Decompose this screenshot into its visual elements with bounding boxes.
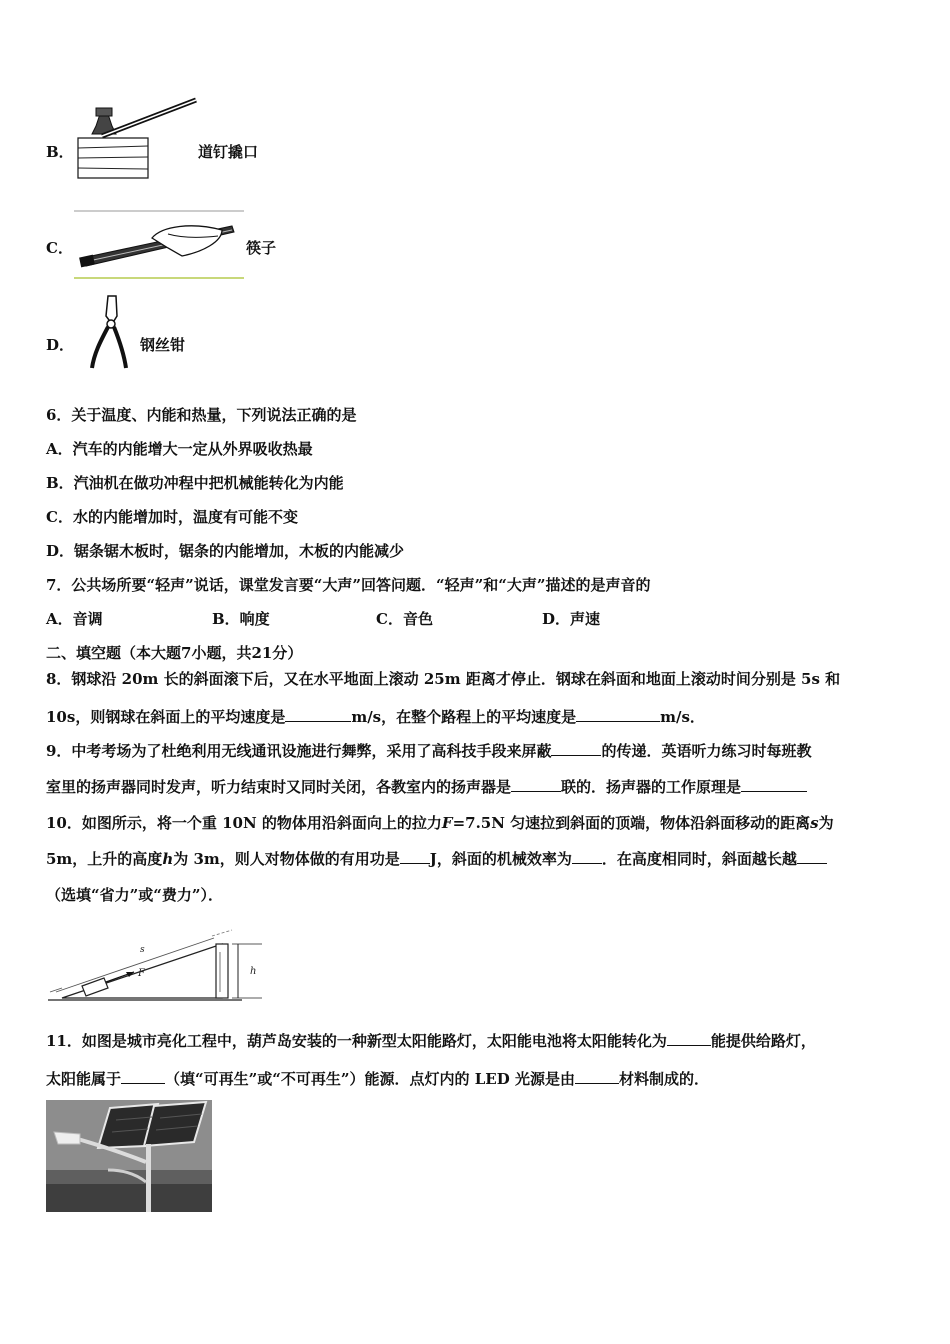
- q10-text-c: 为: [818, 814, 834, 832]
- q10-symbol-h: h: [162, 850, 174, 868]
- q10-blank-2[interactable]: [572, 849, 602, 864]
- option-b-letter: B．: [46, 143, 74, 161]
- q10-line-3: （选填“省力”或“费力”）．: [46, 886, 224, 904]
- q7-option-a: A．音调: [46, 610, 103, 628]
- q9-text-c: 室里的扬声器同时发声，听力结束时又同时关闭，各教室内的扬声器是: [46, 778, 512, 796]
- force-label: F: [138, 968, 145, 979]
- chopsticks-figure: [72, 208, 248, 282]
- q10-text-b: =7.5N 匀速拉到斜面的顶端，物体沿斜面移动的距离: [452, 814, 811, 832]
- q11-blank-2[interactable]: [121, 1069, 165, 1084]
- q11-text-e: 材料制成的．: [618, 1070, 709, 1088]
- q10-text-e: 为 3m，则人对物体做的有用功是: [173, 850, 400, 868]
- q8-text-c: m/s．: [660, 708, 705, 726]
- q9-line-1: [46, 740, 811, 761]
- option-c-label: 筷子: [246, 239, 277, 257]
- q8-line-1: 8．钢球沿 20m 长的斜面滚下后，又在水平地面上滚动 25m 距离才停止．钢球在斜面和地面上滚动时间分别是 5s 和: [46, 670, 841, 688]
- q11-line-1: [46, 1030, 816, 1051]
- q9-blank-2[interactable]: [511, 777, 561, 792]
- q11-line-2: [46, 1068, 709, 1089]
- q11-text-d: （填“可再生”或“不可再生”）能源．点灯内的 LED 光源是由: [165, 1070, 575, 1088]
- q10-text-f: J，斜面的机械效率为: [429, 850, 572, 868]
- q7-option-d: D．声速: [542, 610, 601, 628]
- q10-text-a: 10．如图所示，将一个重 10N 的物体用沿斜面向上的拉力: [46, 814, 442, 832]
- incline-figure: [42, 922, 272, 1006]
- q6-option-b: B．汽油机在做功冲程中把机械能转化为内能: [46, 474, 344, 492]
- q8-blank-1[interactable]: [285, 707, 351, 722]
- q8-line-2: [46, 706, 705, 727]
- solar-lamp-photo: [46, 1100, 212, 1212]
- section-2-header: 二、填空题（本大题7小题，共21分）: [46, 644, 303, 662]
- q6-option-d: D．锯条锯木板时，锯条的内能增加，木板的内能减少: [46, 542, 405, 560]
- q10-symbol-f: F: [441, 814, 453, 832]
- q9-text-a: 9．中考考场为了杜绝利用无线通讯设施进行舞弊，采用了高科技手段来屏蔽: [46, 742, 552, 760]
- height-label: h: [250, 966, 257, 977]
- q8-blank-2[interactable]: [576, 707, 660, 722]
- option-d-letter: D．: [46, 336, 75, 354]
- q6-option-a: A．汽车的内能增大一定从外界吸收热最: [46, 440, 313, 458]
- q10-line-2: [46, 848, 827, 869]
- q9-text-b: 的传递．英语听力练习时每班教: [601, 742, 812, 760]
- option-b-label: 道钉撬口: [198, 143, 259, 161]
- distance-label: s: [140, 945, 145, 955]
- q10-text-d: 5m，上升的高度: [46, 850, 163, 868]
- option-c-letter: C．: [46, 239, 73, 257]
- q9-text-d: 联的．扬声器的工作原理是: [561, 778, 742, 796]
- q10-blank-3[interactable]: [797, 849, 827, 864]
- q10-blank-1[interactable]: [400, 849, 430, 864]
- pliers-figure: [86, 294, 134, 372]
- q9-line-2: [46, 776, 807, 797]
- q6-option-c: C．水的内能增加时，温度有可能不变: [46, 508, 298, 526]
- q6-stem: 6．关于温度、内能和热量，下列说法正确的是: [46, 406, 357, 424]
- q8-text-b: m/s，在整个路程上的平均速度是: [351, 708, 577, 726]
- q10-symbol-s: s: [810, 814, 819, 832]
- q11-text-c: 太阳能属于: [46, 1070, 122, 1088]
- crowbar-figure: [72, 96, 202, 182]
- q10-line-1: [46, 812, 834, 833]
- q11-blank-3[interactable]: [575, 1069, 619, 1084]
- q11-text-a: 11．如图是城市亮化工程中，葫芦岛安装的一种新型太阳能路灯，太阳能电池将太阳能转化为: [46, 1032, 667, 1050]
- q7-option-c: C．音色: [376, 610, 433, 628]
- q9-blank-3[interactable]: [741, 777, 807, 792]
- q9-blank-1[interactable]: [551, 741, 601, 756]
- q7-option-b: B．响度: [212, 610, 270, 628]
- q8-text-a: 10s，则钢球在斜面上的平均速度是: [46, 708, 286, 726]
- option-d-label: 钢丝钳: [140, 336, 186, 354]
- q11-text-b: 能提供给路灯，: [710, 1032, 816, 1050]
- q11-blank-1[interactable]: [667, 1031, 711, 1046]
- q7-stem: 7．公共场所要“轻声”说话，课堂发言要“大声”回答问题．“轻声”和“大声”描述的是声音的: [46, 576, 651, 594]
- q10-text-g: ．在高度相同时，斜面越长越: [601, 850, 797, 868]
